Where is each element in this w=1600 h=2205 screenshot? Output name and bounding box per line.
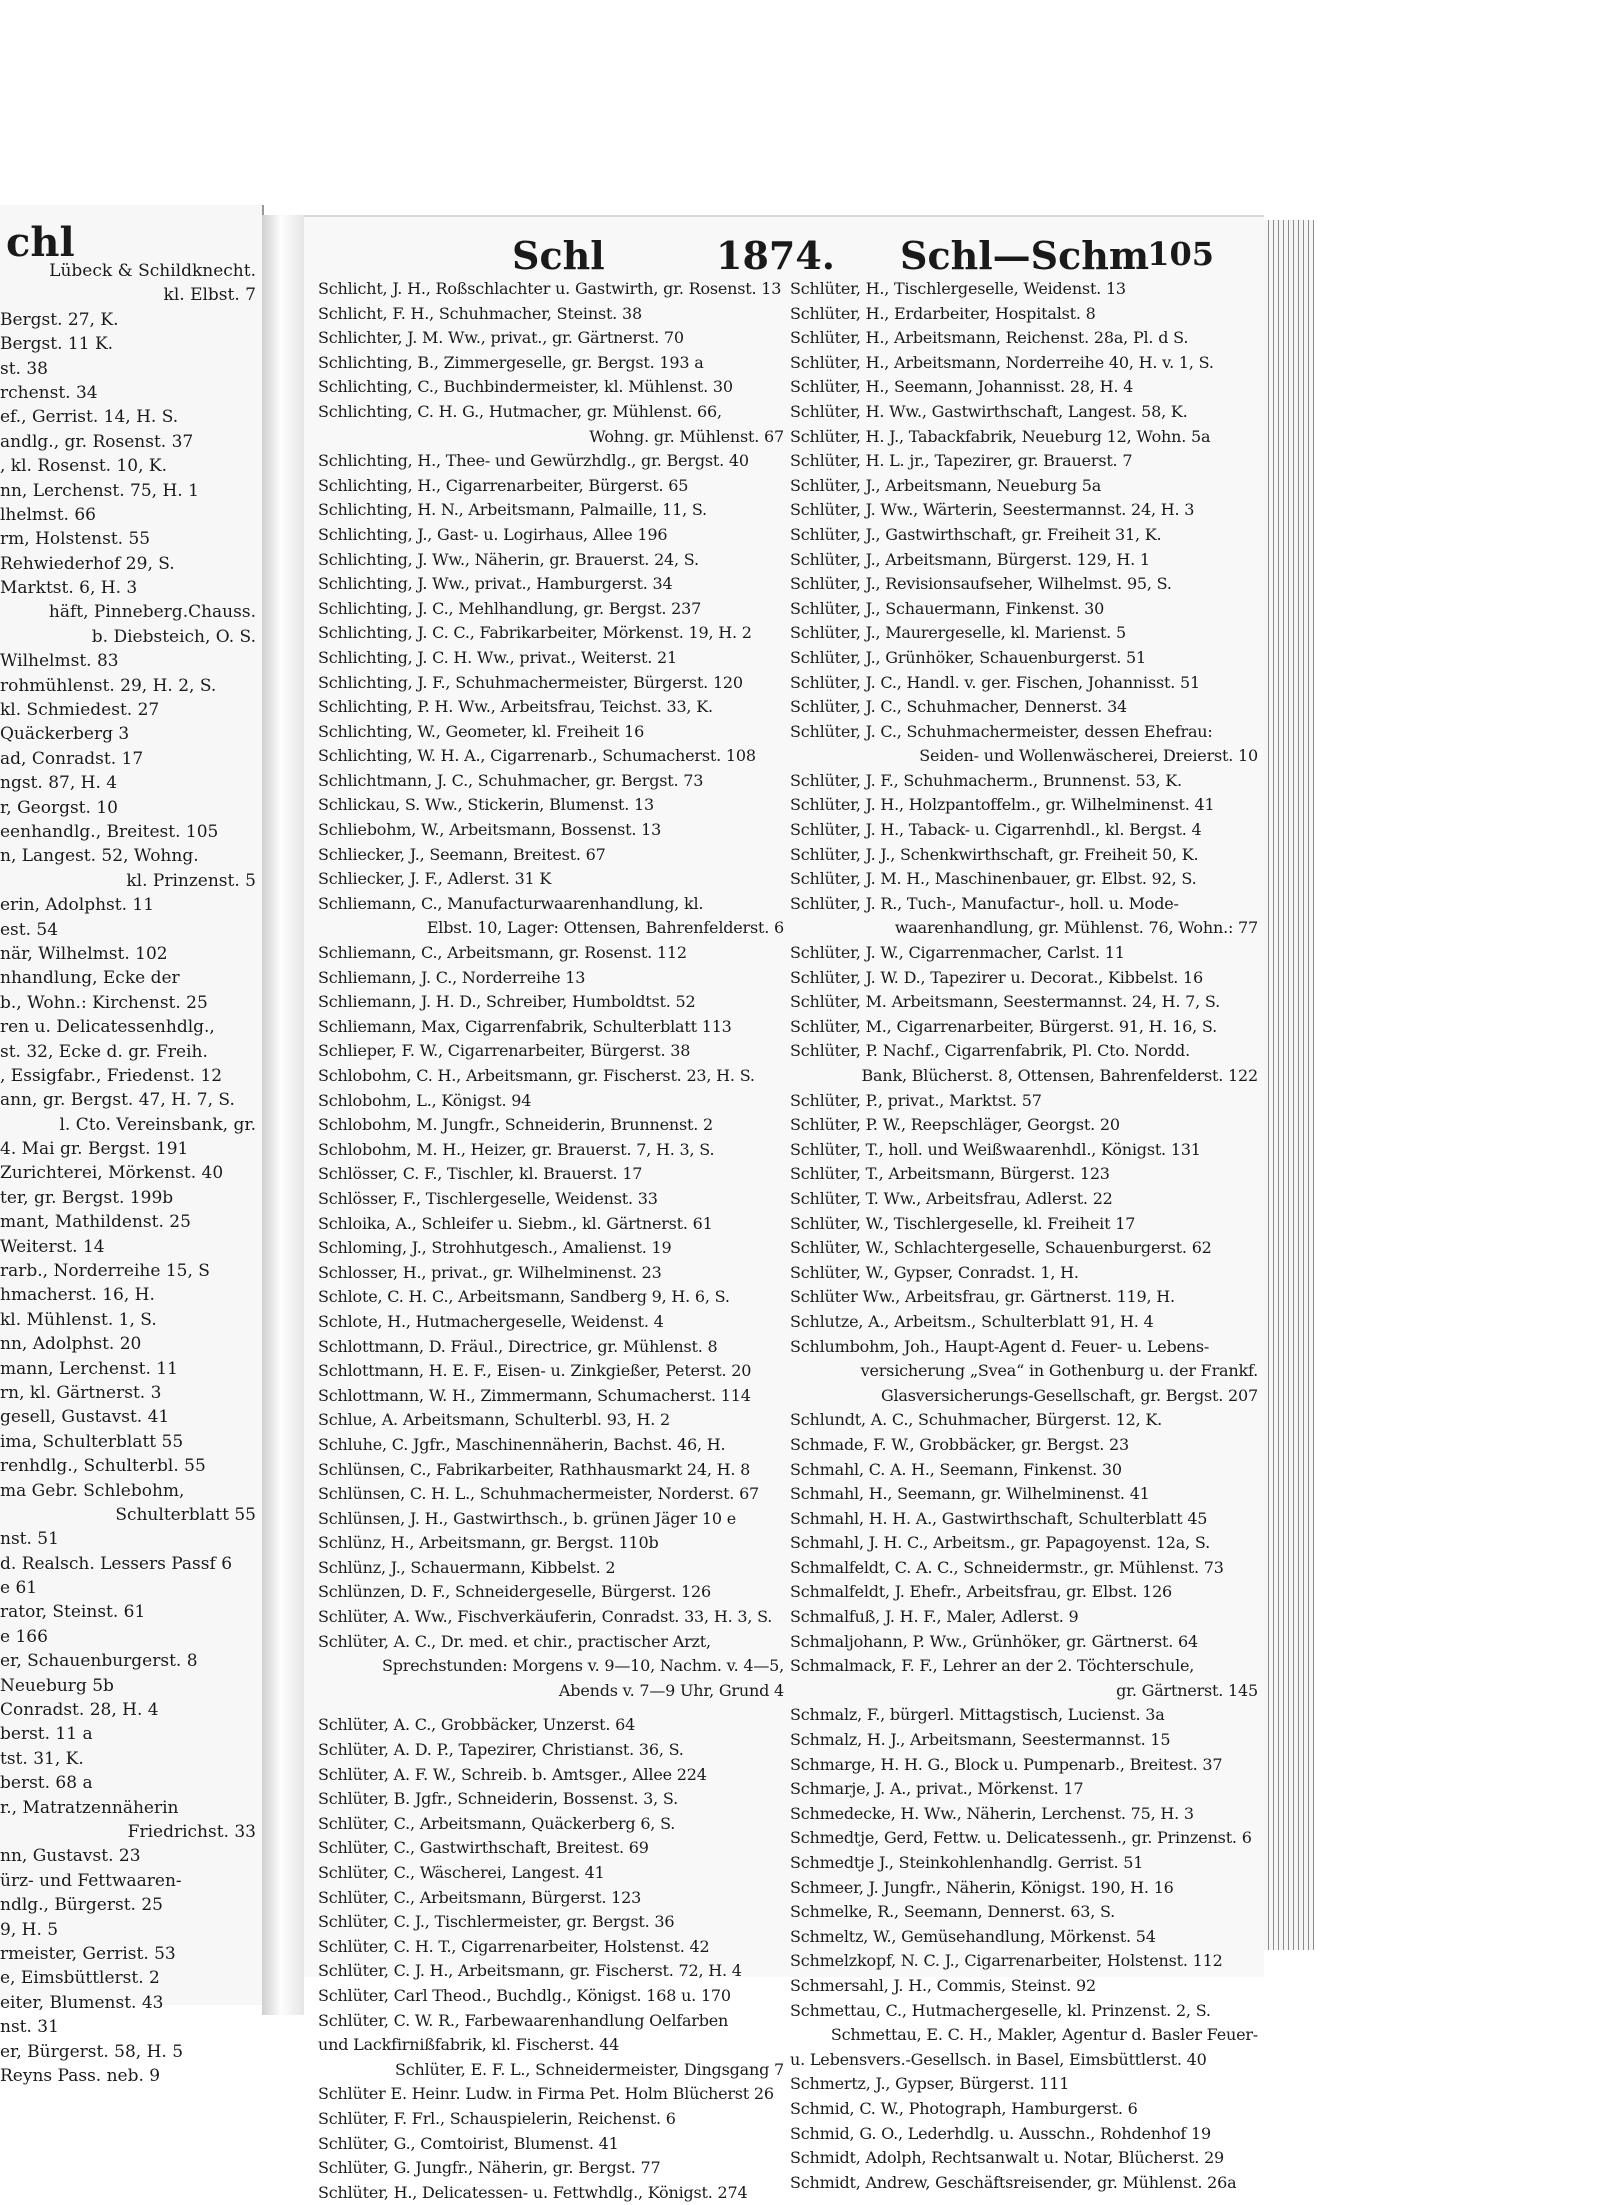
directory-entry-line: Marktst. 6, H. 3 bbox=[0, 578, 138, 599]
directory-entry-line: Schlichting, W. H. A., Cigarrenarb., Schumacherst. 108 bbox=[318, 746, 756, 766]
directory-entry-line: Schlichting, J., Gast- u. Logirhaus, Allee 196 bbox=[318, 524, 668, 544]
directory-entry-line: Schlünsen, C., Fabrikarbeiter, Rathhausmarkt 24, H. 8 bbox=[318, 1459, 751, 1479]
directory-entry-line: Schmid, C. W., Photograph, Hamburgerst. 6 bbox=[790, 2098, 1138, 2118]
book-gutter bbox=[262, 215, 304, 2015]
directory-entry-line: Schlickau, S. Ww., Stickerin, Blumenst. 13 bbox=[318, 795, 654, 815]
entry-column-right bbox=[790, 277, 1262, 2195]
left-page-fragment bbox=[0, 205, 264, 2086]
directory-entry-line: u. Lebensvers.-Gesellsch. in Basel, Eimsbüttlerst. 40 bbox=[790, 2049, 1207, 2069]
directory-entry-line: renhdlg., Schulterbl. 55 bbox=[0, 1456, 206, 1477]
directory-entry-line: Schmersahl, J. H., Commis, Steinst. 92 bbox=[790, 1975, 1096, 1995]
directory-entry-line: waarenhandlung, gr. Mühlenst. 76, Wohn.: 77 bbox=[894, 918, 1258, 938]
directory-entry-line: Schlüter, B. Jgfr., Schneiderin, Bossenst. 3, S. bbox=[318, 1789, 678, 1809]
directory-entry-line: kl. Elbst. 7 bbox=[163, 285, 256, 306]
directory-entry-line: nhandlung, Ecke der bbox=[0, 968, 180, 989]
directory-entry-line: berst. 68 a bbox=[0, 1773, 93, 1794]
left-page-heading: chl bbox=[6, 219, 75, 266]
directory-entry-line: Schlüter, W., Gypser, Conradst. 1, H. bbox=[790, 1262, 1079, 1282]
directory-entry-line: Schmalz, F., bürgerl. Mittagstisch, Lucienst. 3a bbox=[790, 1705, 1165, 1725]
directory-entry-line: Schlüter, A. C., Dr. med. et chir., practischer Arzt, bbox=[318, 1631, 711, 1651]
directory-entry-line: Schlichting, C., Buchbindermeister, kl. Mühlenst. 30 bbox=[318, 377, 733, 397]
directory-entry-line: Schlichting, H. N., Arbeitsmann, Palmaille, 11, S. bbox=[318, 500, 707, 520]
directory-entry-line: Schmahl, J. H. C., Arbeitsm., gr. Papagoyenst. 12a, S. bbox=[790, 1533, 1210, 1553]
directory-entry-line: Schlichting, J. C. C., Fabrikarbeiter, Mörkenst. 19, H. 2 bbox=[318, 623, 752, 643]
directory-entry-line: Schmeltz, W., Gemüsehandlung, Mörkenst. 54 bbox=[790, 1926, 1156, 1946]
directory-entry-line: Schlüter, M. Arbeitsmann, Seestermannst. 24, H. 7, S. bbox=[790, 992, 1221, 1012]
directory-entry-line: Schlottmann, W. H., Zimmermann, Schumacherst. 114 bbox=[318, 1385, 751, 1405]
directory-entry-line: Quäckerberg 3 bbox=[0, 724, 130, 745]
directory-entry-line: Schmelke, R., Seemann, Dennerst. 63, S. bbox=[790, 1902, 1116, 1922]
directory-entry-line: Schmedtje, Gerd, Fettw. u. Delicatessenh., gr. Prinzenst. 6 bbox=[790, 1828, 1252, 1848]
directory-entry-line: Schlüter, T. Ww., Arbeitsfrau, Adlerst. 22 bbox=[790, 1188, 1113, 1208]
directory-entry-line: b. Diebsteich, O. S. bbox=[91, 626, 256, 647]
directory-entry-line: Schlüter, J. H., Taback- u. Cigarrenhdl., kl. Bergst. 4 bbox=[790, 820, 1202, 840]
directory-entry-line: ma Gebr. Schlebohm, bbox=[0, 1480, 185, 1501]
directory-entry-line: Schlüter, H., Delicatessen- u. Fettwhdlg., Königst. 274 bbox=[318, 2182, 748, 2202]
directory-entry-line: Schluhe, C. Jgfr., Maschinennäherin, Bachst. 46, H. bbox=[318, 1434, 726, 1454]
directory-entry-line: Wilhelmst. 83 bbox=[0, 651, 119, 672]
directory-entry-line: Schmertz, J., Gypser, Bürgerst. 111 bbox=[790, 2074, 1070, 2094]
directory-entry-line: e 61 bbox=[0, 1578, 38, 1599]
directory-entry-line: Schmaljohann, P. Ww., Grünhöker, gr. Gärtnerst. 64 bbox=[790, 1631, 1198, 1651]
directory-entry-line: Schliemann, Max, Cigarrenfabrik, Schulterblatt 113 bbox=[318, 1016, 732, 1036]
directory-entry-line: Schlottmann, H. E. F., Eisen- u. Zinkgießer, Peterst. 20 bbox=[318, 1361, 752, 1381]
directory-entry-line: rchenst. 34 bbox=[0, 382, 98, 403]
directory-entry-line: r, Georgst. 10 bbox=[0, 797, 118, 818]
directory-entry-line: Schlünsen, C. H. L., Schuhmachermeister, Norderst. 67 bbox=[318, 1484, 760, 1504]
directory-entry-line: Schloika, A., Schleifer u. Siebm., kl. Gärtnerst. 61 bbox=[318, 1213, 713, 1233]
directory-entry-line: Schmarge, H. H. G., Block u. Pumpenarb., Breitest. 37 bbox=[790, 1754, 1223, 1774]
directory-entry-line bbox=[318, 1703, 788, 1713]
directory-entry-line: Schliecker, J. F., Adlerst. 31 K bbox=[318, 869, 552, 889]
directory-entry-line: Schlüter, T., Arbeitsmann, Bürgerst. 123 bbox=[790, 1164, 1110, 1184]
directory-entry-line: Schlüter, H. J., Tabackfabrik, Neueburg 12, Wohn. 5a bbox=[790, 426, 1211, 446]
directory-entry-line: r., Matratzennäherin bbox=[0, 1797, 179, 1818]
directory-entry-line: Schlichting, H., Thee- und Gewürzhdlg., gr. Bergst. 40 bbox=[318, 451, 749, 471]
directory-entry-line: ad, Conradst. 17 bbox=[0, 748, 144, 769]
directory-entry-line: Schlüter, P., privat., Marktst. 57 bbox=[790, 1090, 1042, 1110]
directory-entry-line: Schlobohm, C. H., Arbeitsmann, gr. Fischerst. 23, H. S. bbox=[318, 1066, 755, 1085]
directory-entry-line: und Lackfirnißfabrik, kl. Fischerst. 44 bbox=[318, 2035, 620, 2055]
directory-entry-line: Schlottmann, D. Fräul., Directrice, gr. Mühlenst. 8 bbox=[318, 1336, 718, 1356]
directory-entry-line: ndlg., Bürgerst. 25 bbox=[0, 1895, 163, 1916]
directory-entry-line: , Essigfabr., Friedenst. 12 bbox=[0, 1065, 223, 1086]
directory-entry-line: Schlüter, C., Arbeitsmann, Quäckerberg 6, S. bbox=[318, 1813, 676, 1833]
directory-entry-line: Schliecker, J., Seemann, Breitest. 67 bbox=[318, 844, 606, 864]
directory-entry-line: Bank, Blücherst. 8, Ottensen, Bahrenfelderst. 122 bbox=[861, 1066, 1258, 1085]
directory-entry-line: Schlichting, C. H. G., Hutmacher, gr. Mühlenst. 66, bbox=[318, 401, 722, 421]
directory-entry-line: Schlüter, H., Arbeitsmann, Norderreihe 40, H. v. 1, S. bbox=[790, 352, 1214, 372]
directory-entry-line: st. 32, Ecke d. gr. Freih. bbox=[0, 1041, 208, 1062]
directory-entry-line: Schlicht, J. H., Roßschlachter u. Gastwirth, gr. Rosenst. 13 bbox=[318, 279, 782, 298]
directory-entry-line: rator, Steinst. 61 bbox=[0, 1602, 146, 1623]
directory-entry-line: ann, gr. Bergst. 47, H. 7, S. bbox=[0, 1090, 235, 1111]
header-right-range: Schl—Schm bbox=[900, 233, 1150, 278]
directory-entry-line: Weiterst. 14 bbox=[0, 1236, 105, 1257]
directory-entry-line: Schlüter, J. M. H., Maschinenbauer, gr. Elbst. 92, S. bbox=[790, 869, 1197, 889]
directory-entry-line: Schlüter, J. W., Cigarrenmacher, Carlst. 11 bbox=[790, 943, 1125, 963]
directory-entry-line: rohmühlenst. 29, H. 2, S. bbox=[0, 675, 217, 696]
directory-entry-line: Schlünzen, D. F., Schneidergeselle, Bürgerst. 126 bbox=[318, 1582, 711, 1602]
directory-entry-line: Schlundt, A. C., Schuhmacher, Bürgerst. 12, K. bbox=[790, 1410, 1163, 1430]
directory-entry-line: Bergst. 11 K. bbox=[0, 334, 114, 355]
directory-entry-line: er, Schauenburgerst. 8 bbox=[0, 1651, 198, 1672]
directory-entry-line: e, Eimsbüttlerst. 2 bbox=[0, 1968, 160, 1989]
directory-entry-line: häft, Pinneberg.Chauss. bbox=[48, 602, 256, 623]
directory-entry-line: Schlichting, B., Zimmergeselle, gr. Bergst. 193 a bbox=[318, 352, 704, 372]
directory-entry-line: Schlösser, C. F., Tischler, kl. Brauerst. 17 bbox=[318, 1164, 643, 1184]
directory-entry-line: Schlüter, H., Seemann, Johannisst. 28, H. 4 bbox=[790, 377, 1134, 397]
left-page-column bbox=[0, 259, 262, 2088]
directory-entry-line: Schlüter, H. Ww., Gastwirthschaft, Langest. 58, K. bbox=[790, 401, 1188, 421]
directory-entry-line: Schlicht, F. H., Schuhmacher, Steinst. 38 bbox=[318, 303, 642, 323]
directory-entry-line: andlg., gr. Rosenst. 37 bbox=[0, 431, 194, 452]
directory-entry-line: Schlüter, F. Frl., Schauspielerin, Reichenst. 6 bbox=[318, 2108, 676, 2128]
directory-entry-line: hmacherst. 16, H. bbox=[0, 1285, 155, 1306]
directory-entry-line: Schmalfeldt, C. A. C., Schneidermstr., gr. Mühlenst. 73 bbox=[790, 1557, 1224, 1577]
directory-entry-line: Schlösser, F., Tischlergeselle, Weidenst. 33 bbox=[318, 1188, 658, 1208]
directory-entry-line: när, Wilhelmst. 102 bbox=[0, 943, 168, 964]
directory-entry-line: er, Bürgerst. 58, H. 5 bbox=[0, 2041, 184, 2062]
directory-entry-line: Schloming, J., Strohhutgesch., Amalienst. 19 bbox=[318, 1238, 672, 1258]
directory-entry-line: Schlüter, C. W. R., Farbewaarenhandlung Oelfarben bbox=[318, 2010, 729, 2030]
directory-entry-line: Schmarje, J. A., privat., Mörkenst. 17 bbox=[790, 1779, 1084, 1799]
directory-entry-line: ngst. 87, H. 4 bbox=[0, 773, 118, 794]
directory-entry-line: Schulterblatt 55 bbox=[115, 1504, 256, 1525]
directory-entry-line: Wohng. gr. Mühlenst. 67 bbox=[589, 426, 784, 446]
directory-entry-line: Neueburg 5b bbox=[0, 1675, 114, 1696]
directory-entry-line: Schmalfuß, J. H. F., Maler, Adlerst. 9 bbox=[790, 1607, 1079, 1627]
directory-entry-line: Bergst. 27, K. bbox=[0, 309, 119, 330]
directory-entry-line: Schlichting, H., Cigarrenarbeiter, Bürgerst. 65 bbox=[318, 475, 689, 495]
directory-entry-line: Schmalz, H. J., Arbeitsmann, Seestermannst. 15 bbox=[790, 1730, 1171, 1750]
directory-entry-line: Schmettau, E. C. H., Makler, Agentur d. Basler Feuer- bbox=[830, 2025, 1258, 2045]
directory-entry-line: Sprechstunden: Morgens v. 9—10, Nachm. v. 4—5, bbox=[381, 1656, 784, 1676]
directory-entry-line: Schlüter, A. D. P., Tapezirer, Christianst. 36, S. bbox=[318, 1740, 684, 1760]
directory-entry-line: Schlüter, J. J., Schenkwirthschaft, gr. Freiheit 50, K. bbox=[790, 844, 1199, 864]
directory-entry-line: Schlüter, J. C., Handl. v. ger. Fischen, Johannisst. 51 bbox=[790, 672, 1200, 692]
entry-column-left bbox=[318, 277, 788, 2205]
directory-entry-line: Schlichting, W., Geometer, kl. Freiheit 16 bbox=[318, 721, 645, 741]
directory-entry-line: Friedrichst. 33 bbox=[127, 1822, 256, 1842]
directory-entry-line: Schlüter, H., Tischlergeselle, Weidenst. 13 bbox=[790, 279, 1126, 298]
directory-entry-line: Schlichtmann, J. C., Schuhmacher, gr. Bergst. 73 bbox=[318, 770, 704, 790]
directory-entry-line: d. Realsch. Lessers Passf 6 bbox=[0, 1553, 233, 1574]
directory-entry-line: Schlüter, E. F. L., Schneidermeister, Dingsgang 7 bbox=[394, 2059, 784, 2079]
directory-entry-line: Schlünsen, J. H., Gastwirthsch., b. grünen Jäger 10 e bbox=[318, 1508, 737, 1528]
directory-entry-line: Schlüter, P. Nachf., Cigarrenfabrik, Pl. Cto. Nordd. bbox=[790, 1041, 1190, 1061]
directory-entry-line: n, Langest. 52, Wohng. bbox=[0, 846, 199, 867]
directory-entry-line: Schliebohm, W., Arbeitsmann, Bossenst. 13 bbox=[318, 820, 662, 840]
directory-entry-line: Glasversicherungs-Gesellschaft, gr. Bergst. 207 bbox=[880, 1385, 1258, 1405]
directory-entry-line: nn, Gustavst. 23 bbox=[0, 1846, 141, 1867]
directory-entry-line: Schlüter, C. J. H., Arbeitsmann, gr. Fischerst. 72, H. 4 bbox=[318, 1961, 742, 1981]
directory-entry-line: Rehwiederhof 29, S. bbox=[0, 553, 175, 574]
directory-entry-line: Schmahl, H., Seemann, gr. Wilhelminenst. 41 bbox=[790, 1484, 1150, 1504]
directory-entry-line: versicherung „Svea“ in Gothenburg u. der Frankf. bbox=[860, 1361, 1258, 1381]
directory-entry-line: est. 54 bbox=[0, 919, 59, 940]
directory-entry-line: Schlichting, J. C. H. Ww., privat., Weiterst. 21 bbox=[318, 647, 677, 667]
directory-entry-line: Schlüter, G. Jungfr., Näherin, gr. Bergst. 77 bbox=[318, 2158, 661, 2178]
directory-entry-line: Schmedecke, H. Ww., Näherin, Lerchenst. 75, H. 3 bbox=[790, 1803, 1194, 1823]
directory-entry-line: Schmettau, C., Hutmachergeselle, kl. Prinzenst. 2, S. bbox=[790, 2000, 1211, 2020]
directory-entry-line: Schmade, F. W., Grobbäcker, gr. Bergst. 23 bbox=[790, 1434, 1129, 1454]
directory-entry-line: ter, gr. Bergst. 199b bbox=[0, 1187, 174, 1208]
directory-entry-line: Schlüter, H., Arbeitsmann, Reichenst. 28a, Pl. d S. bbox=[790, 328, 1189, 348]
directory-entry-line: kl. Schmiedest. 27 bbox=[0, 700, 160, 721]
directory-entry-line: Schlichting, J. Ww., privat., Hamburgerst. 34 bbox=[318, 574, 673, 594]
directory-entry-line: mant, Mathildenst. 25 bbox=[0, 1212, 191, 1233]
directory-entry-line: Schlüter, W., Tischlergeselle, kl. Freiheit 17 bbox=[790, 1213, 1136, 1233]
directory-entry-line: Schlichting, J. C., Mehlhandlung, gr. Bergst. 237 bbox=[318, 598, 702, 618]
directory-entry-line: Schmedtje J., Steinkohlenhandlg. Gerrist. 51 bbox=[790, 1853, 1144, 1872]
directory-entry-line: mann, Lerchenst. 11 bbox=[0, 1358, 178, 1379]
directory-entry-line: Schlosser, H., privat., gr. Wilhelminenst. 23 bbox=[318, 1262, 662, 1282]
directory-entry-line: nst. 31 bbox=[0, 2017, 59, 2038]
directory-entry-line: erin, Adolphst. 11 bbox=[0, 895, 155, 916]
directory-entry-line: eenhandlg., Breitest. 105 bbox=[0, 821, 219, 842]
directory-entry-line: gesell, Gustavst. 41 bbox=[0, 1407, 170, 1428]
directory-entry-line: st. 38 bbox=[0, 358, 48, 379]
directory-entry-line: Schlüter, A. F. W., Schreib. b. Amtsger., Allee 224 bbox=[318, 1764, 707, 1784]
directory-entry-line: nn, Adolphst. 20 bbox=[0, 1334, 142, 1355]
directory-entry-line: Schmid, G. O., Lederhdlg. u. Ausschn., Rohdenhof 19 bbox=[790, 2123, 1211, 2143]
directory-entry-line: Schlutze, A., Arbeitsm., Schulterblatt 91, H. 4 bbox=[790, 1311, 1154, 1331]
directory-entry-line: Schlüter, C. H. T., Cigarrenarbeiter, Holstenst. 42 bbox=[318, 1936, 710, 1956]
directory-entry-line: nst. 51 bbox=[0, 1529, 59, 1550]
directory-entry-line: kl. Prinzenst. 5 bbox=[126, 870, 256, 891]
directory-entry-line: Schmidt, Andrew, Geschäftsreisender, gr. Mühlenst. 26a bbox=[790, 2172, 1237, 2192]
page-header bbox=[304, 233, 1264, 277]
directory-entry-line: Reyns Pass. neb. 9 bbox=[0, 2065, 161, 2086]
directory-entry-line: rarb., Norderreihe 15, S bbox=[0, 1261, 210, 1282]
directory-entry-line: , kl. Rosenst. 10, K. bbox=[0, 456, 168, 477]
directory-entry-line: e 166 bbox=[0, 1626, 48, 1647]
directory-entry-line: gr. Gärtnerst. 145 bbox=[1116, 1680, 1258, 1700]
directory-entry-line: Schlieper, F. W., Cigarrenarbeiter, Bürgerst. 38 bbox=[318, 1041, 691, 1061]
directory-entry-line: Schliemann, J. H. D., Schreiber, Humboldtst. 52 bbox=[318, 992, 696, 1012]
directory-entry-line: Schlünz, H., Arbeitsmann, gr. Bergst. 110b bbox=[318, 1533, 659, 1553]
directory-entry-line: ürz- und Fettwaaren- bbox=[0, 1870, 182, 1891]
directory-entry-line: Schmeer, J. Jungfr., Näherin, Königst. 190, H. 16 bbox=[790, 1877, 1174, 1897]
directory-entry-line: Schlüter, A. Ww., Fischverkäuferin, Conradst. 33, H. 3, S. bbox=[318, 1607, 773, 1627]
directory-entry-line: b., Wohn.: Kirchenst. 25 bbox=[0, 992, 208, 1013]
directory-entry-line: Schlüter, J. C., Schuhmachermeister, dessen Ehefrau: bbox=[790, 721, 1213, 741]
directory-entry-line: Schlüter, J., Schauermann, Finkenst. 30 bbox=[790, 598, 1105, 618]
directory-entry-line: kl. Mühlenst. 1, S. bbox=[0, 1309, 157, 1330]
directory-entry-line: tst. 31, K. bbox=[0, 1748, 84, 1769]
directory-entry-line: Schlüter, J. F., Schuhmacherm., Brunnenst. 53, K. bbox=[790, 770, 1182, 790]
directory-entry-line: Schlüter, J., Gastwirthschaft, gr. Freiheit 31, K. bbox=[790, 524, 1162, 544]
directory-entry-line: Schlüter, H. L. jr., Tapezirer, gr. Brauerst. 7 bbox=[790, 451, 1133, 471]
header-year: 1874. bbox=[716, 233, 835, 278]
directory-entry-line: Schlüter, J. Ww., Wärterin, Seestermannst. 24, H. 3 bbox=[790, 500, 1195, 520]
directory-entry-line: Schlüter, J. C., Schuhmacher, Dennerst. 34 bbox=[790, 697, 1128, 717]
directory-entry-line: Schlichting, J. F., Schuhmachermeister, Bürgerst. 120 bbox=[318, 672, 743, 692]
directory-entry-line: Schlüter E. Heinr. Ludw. in Firma Pet. Holm Blücherst 26 bbox=[318, 2084, 774, 2104]
directory-entry-line: Zurichterei, Mörkenst. 40 bbox=[0, 1163, 224, 1184]
directory-entry-line: eiter, Blumenst. 43 bbox=[0, 1992, 164, 2013]
directory-page bbox=[304, 215, 1264, 2202]
page-number: 105 bbox=[1147, 235, 1214, 273]
directory-entry-line: Schlichting, P. H. Ww., Arbeitsfrau, Teichst. 33, K. bbox=[318, 697, 713, 717]
directory-entry-line: l. Cto. Vereinsbank, gr. bbox=[59, 1114, 256, 1135]
directory-entry-line: Schlüter, J., Arbeitsmann, Neueburg 5a bbox=[790, 475, 1102, 495]
directory-entry-line: Seiden- und Wollenwäscherei, Dreierst. 10 bbox=[919, 746, 1258, 766]
directory-entry-line: Schlüter, J., Arbeitsmann, Bürgerst. 129, H. 1 bbox=[790, 549, 1150, 569]
directory-entry-line: Schlüter, C. J., Tischlermeister, gr. Bergst. 36 bbox=[318, 1912, 675, 1932]
directory-entry-line: Schlüter, P. W., Reepschläger, Georgst. 20 bbox=[790, 1115, 1120, 1135]
directory-entry-line: Schlüter, J., Maurergeselle, kl. Marienst. 5 bbox=[790, 623, 1126, 643]
directory-entry-line: Schlüter, Carl Theod., Buchdlg., Königst. 168 u. 170 bbox=[318, 1985, 731, 2005]
directory-entry-line: Schlüter, J. H., Holzpantoffelm., gr. Wilhelminenst. 41 bbox=[790, 795, 1215, 815]
directory-entry-line: Abends v. 7—9 Uhr, Grund 4 bbox=[558, 1680, 784, 1700]
directory-entry-line: ren u. Delicatessenhdlg., bbox=[0, 1017, 215, 1038]
directory-entry-line: Schlüter, G., Comtoirist, Blumenst. 41 bbox=[318, 2133, 619, 2153]
directory-entry-line: Schlichting, J. Ww., Näherin, gr. Brauerst. 24, S. bbox=[318, 549, 699, 569]
directory-entry-line: rm, Holstenst. 55 bbox=[0, 529, 151, 550]
directory-entry-line: Schlüter, C., Gastwirthschaft, Breitest. 69 bbox=[318, 1838, 649, 1858]
directory-entry-line: Schmidt, Adolph, Rechtsanwalt u. Notar, Blücherst. 29 bbox=[790, 2148, 1225, 2168]
directory-entry-line: ef., Gerrist. 14, H. S. bbox=[0, 407, 179, 428]
directory-entry-line: Schlote, H., Hutmachergeselle, Weidenst. 4 bbox=[318, 1311, 664, 1331]
directory-entry-line: 9, H. 5 bbox=[0, 1919, 59, 1940]
directory-entry-line: Schlüter, M., Cigarrenarbeiter, Bürgerst. 91, H. 16, S. bbox=[790, 1016, 1217, 1036]
directory-entry-line: Schliemann, C., Manufacturwaarenhandlung, kl. bbox=[318, 893, 704, 913]
directory-entry-line: Schliemann, C., Arbeitsmann, gr. Rosenst. 112 bbox=[318, 943, 687, 963]
directory-entry-line: Schlobohm, M. Jungfr., Schneiderin, Brunnenst. 2 bbox=[318, 1115, 713, 1135]
directory-entry-line: Schlobohm, L., Königst. 94 bbox=[318, 1090, 532, 1110]
header-left-range: Schl bbox=[512, 233, 605, 278]
directory-entry-line: Schmalmack, F. F., Lehrer an der 2. Töchterschule, bbox=[790, 1656, 1195, 1676]
directory-entry-line: Schlüter, A. C., Grobbäcker, Unzerst. 64 bbox=[318, 1715, 636, 1735]
directory-entry-line: berst. 11 a bbox=[0, 1724, 93, 1745]
directory-entry-line: Schlüter, J. R., Tuch-, Manufactur-, holl. u. Mode- bbox=[790, 893, 1179, 913]
directory-entry-line: Schmalfeldt, J. Ehefr., Arbeitsfrau, gr. Elbst. 126 bbox=[790, 1582, 1173, 1602]
directory-entry-line: Schlünz, J., Schauermann, Kibbelst. 2 bbox=[318, 1557, 616, 1577]
directory-entry-line: rmeister, Gerrist. 53 bbox=[0, 1943, 176, 1964]
directory-entry-line: Schmelzkopf, N. C. J., Cigarrenarbeiter, Holstenst. 112 bbox=[790, 1951, 1223, 1971]
directory-entry-line: Schlue, A. Arbeitsmann, Schulterbl. 93, H. 2 bbox=[318, 1410, 670, 1430]
directory-entry-line: Conradst. 28, H. 4 bbox=[0, 1700, 159, 1721]
directory-entry-line: Schlüter, C., Arbeitsmann, Bürgerst. 123 bbox=[318, 1887, 642, 1907]
directory-entry-line: Schlichter, J. M. Ww., privat., gr. Gärtnerst. 70 bbox=[318, 328, 684, 348]
page-edges bbox=[1264, 220, 1314, 1950]
directory-entry-line: Schmahl, C. A. H., Seemann, Finkenst. 30 bbox=[790, 1459, 1122, 1479]
directory-entry-line: rn, kl. Gärtnerst. 3 bbox=[0, 1382, 162, 1403]
directory-entry-line: ima, Schulterblatt 55 bbox=[0, 1431, 184, 1452]
directory-entry-line: Lübeck & Schildknecht. bbox=[49, 261, 256, 281]
directory-entry-line: Schlüter Ww., Arbeitsfrau, gr. Gärtnerst. 119, H. bbox=[790, 1287, 1175, 1307]
directory-entry-line: Schlüter, J., Revisionsaufseher, Wilhelmst. 95, S. bbox=[790, 574, 1172, 594]
directory-entry-line: Schlumbohm, Joh., Haupt-Agent d. Feuer- u. Lebens- bbox=[790, 1336, 1210, 1356]
directory-entry-line: Schlüter, J. W. D., Tapezirer u. Decorat., Kibbelst. 16 bbox=[790, 967, 1203, 987]
directory-entry-line: lhelmst. 66 bbox=[0, 504, 96, 525]
directory-entry-line: Schlüter, H., Erdarbeiter, Hospitalst. 8 bbox=[790, 303, 1096, 323]
directory-entry-line: Schliemann, J. C., Norderreihe 13 bbox=[318, 967, 586, 987]
directory-entry-line: Schlüter, J., Grünhöker, Schauenburgerst. 51 bbox=[790, 647, 1147, 667]
directory-entry-line: 4. Mai gr. Bergst. 191 bbox=[0, 1139, 189, 1160]
directory-entry-line: Elbst. 10, Lager: Ottensen, Bahrenfelderst. 6 bbox=[426, 918, 784, 938]
directory-entry-line: Schlüter, T., holl. und Weißwaarenhdl., Königst. 131 bbox=[790, 1139, 1201, 1159]
directory-entry-line: Schlobohm, M. H., Heizer, gr. Brauerst. 7, H. 3, S. bbox=[318, 1139, 715, 1159]
directory-entry-line: Schmahl, H. H. A., Gastwirthschaft, Schulterblatt 45 bbox=[790, 1508, 1208, 1528]
directory-entry-line: Schlote, C. H. C., Arbeitsmann, Sandberg 9, H. 6, S. bbox=[318, 1287, 730, 1307]
directory-entry-line: nn, Lerchenst. 75, H. 1 bbox=[0, 480, 199, 501]
directory-entry-line: Schlüter, C., Wäscherei, Langest. 41 bbox=[318, 1863, 605, 1882]
directory-entry-line: Schlüter, W., Schlachtergeselle, Schauenburgerst. 62 bbox=[790, 1238, 1212, 1258]
